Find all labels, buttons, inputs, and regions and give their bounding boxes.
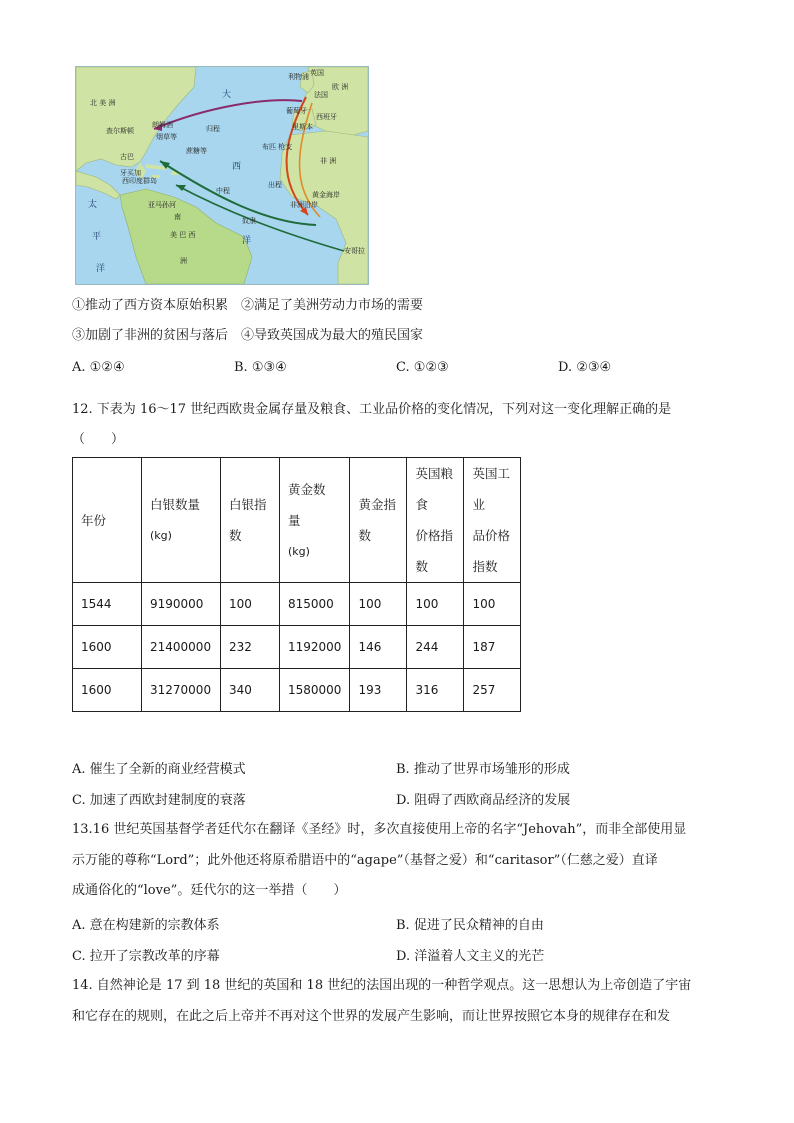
table-cell: 9190000 <box>142 583 221 626</box>
map-label-liverpool: 利物浦 <box>288 73 309 81</box>
q12-stem: 12. 下表为 16～17 世纪西欧贵金属存量及粮食、工业品价格的变化情况，下列对这一变化理解正确的是 <box>72 402 672 417</box>
q14-stem-line2: 和它存在的规则，在此之后上帝并不再对这个世界的发展产生影响，而让世界按照它本身的规律存在和发 <box>72 1009 671 1024</box>
map-label-xi: 西 <box>232 162 242 172</box>
table-cell: 100 <box>221 583 280 626</box>
table-cell: 100 <box>407 583 464 626</box>
table-cell: 1192000 <box>280 626 350 669</box>
table-cell: 815000 <box>280 583 350 626</box>
map-label-tobacco: 烟草等 <box>156 133 177 141</box>
table-cell: 257 <box>464 669 521 712</box>
table-cell: 21400000 <box>142 626 221 669</box>
table-cell: 1600 <box>73 669 142 712</box>
map-label-ping: 平 <box>92 232 102 242</box>
map-label-gold-coast: 黄金海岸 <box>312 191 340 199</box>
q13-stem-line3: 成通俗化的“love”。廷代尔的这一举措（ ） <box>72 883 347 898</box>
map-label-middle: 中程 <box>216 187 230 195</box>
q12-table <box>72 457 521 712</box>
map-label-africa-coast: 非洲沿岸 <box>290 201 318 209</box>
table-cell: 31270000 <box>142 669 221 712</box>
q13-option-d[interactable]: D. 洋溢着人文主义的光芒 <box>396 949 545 964</box>
map-label-portugal: 葡萄牙 <box>286 107 307 115</box>
map-label-charleston: 查尔斯顿 <box>106 127 134 135</box>
map-label-da: 大 <box>222 90 232 100</box>
table-cell: 1544 <box>73 583 142 626</box>
q11-option-d[interactable]: D. ②③④ <box>558 360 612 375</box>
q14-stem-line1: 14. 自然神论是 17 到 18 世纪的英国和 18 世纪的法国出现的一种哲学观点。这一思想认为上帝创造了宇宙 <box>72 978 692 993</box>
map-label-amazon: 亚马孙河 <box>148 201 176 209</box>
table-cell: 1600 <box>73 626 142 669</box>
q11-option-a[interactable]: A. ①②④ <box>72 360 125 375</box>
q12-option-c[interactable]: C. 加速了西欧封建制度的衰落 <box>72 793 246 808</box>
map-label-north-america: 北 美 洲 <box>90 99 116 107</box>
table-header-cell: 白银指 数 <box>221 458 280 583</box>
table-row <box>73 669 521 712</box>
q13-option-b[interactable]: B. 促进了民众精神的自由 <box>396 918 544 933</box>
q13-stem-line1: 13.16 世纪英国基督学者廷代尔在翻译《圣经》时，多次直接使用上帝的名字“Jehovah”，而非全部使用显 <box>72 822 687 837</box>
table-cell: 187 <box>464 626 521 669</box>
q12-stem-bracket: （ ） <box>72 432 125 447</box>
map-label-europe: 欧 洲 <box>332 83 349 91</box>
map-label-yang2: 洋 <box>96 264 106 274</box>
map-label-cuba: 古巴 <box>120 153 134 161</box>
map-label-spain: 西班牙 <box>316 113 337 121</box>
map-label-france: 法国 <box>314 91 328 99</box>
table-header-cell: 英国粮 食 价格指 数 <box>407 458 464 583</box>
map-label-lisbon: 里斯本 <box>292 123 313 131</box>
map-svg <box>76 67 368 284</box>
q11-option-b[interactable]: B. ①③④ <box>234 360 287 375</box>
map-label-yang: 洋 <box>242 236 252 246</box>
map-label-west-indies: 西印度群岛 <box>122 177 157 185</box>
table-cell: 316 <box>407 669 464 712</box>
table-cell: 232 <box>221 626 280 669</box>
q13-option-a[interactable]: A. 意在构建新的宗教体系 <box>72 918 220 933</box>
q13-stem-line2: 示万能的尊称“Lord”；此外他还将原希腊语中的“agape”（基督之爱）和“caritasor”（仁慈之爱）直译 <box>72 853 658 868</box>
q11-statements-row2: ③加剧了非洲的贫困与落后 ④导致英国成为最大的殖民国家 <box>72 328 424 343</box>
table-header-cell: 英国工 业 品价格 指数 <box>464 458 521 583</box>
table-row <box>73 626 521 669</box>
map-label-outbound: 出程 <box>268 181 282 189</box>
map-label-tai: 太 <box>88 200 98 210</box>
map-label-rum: 朗姆酒 <box>152 121 173 129</box>
table-cell: 340 <box>221 669 280 712</box>
map-label-south: 南 <box>174 213 181 221</box>
table-header-cell: 黄金指 数 <box>350 458 407 583</box>
table-header-cell: 年份 <box>73 458 142 583</box>
map-label-angola: 安哥拉 <box>344 247 365 255</box>
map-label-america: 美 巴 西 <box>170 231 196 239</box>
table-header-cell: 黄金数 量 (kg) <box>280 458 350 583</box>
table-cell: 1580000 <box>280 669 350 712</box>
map-label-jamaica: 牙买加 <box>120 169 141 177</box>
map-label-africa: 非 洲 <box>320 157 337 165</box>
q13-option-c[interactable]: C. 拉开了宗教改革的序幕 <box>72 949 220 964</box>
q11-statements-row1: ①推动了西方资本原始积累 ②满足了美洲劳动力市场的需要 <box>72 298 424 313</box>
map-label-england: 英国 <box>310 69 324 77</box>
map-label-sugar: 蔗糖等 <box>186 147 207 155</box>
table-cell: 146 <box>350 626 407 669</box>
table-header-row <box>73 458 521 583</box>
table-row <box>73 583 521 626</box>
table-header-cell: 白银数量 (kg) <box>142 458 221 583</box>
map-label-zhou: 洲 <box>180 257 187 265</box>
table-cell: 193 <box>350 669 407 712</box>
q11-option-c[interactable]: C. ①②③ <box>396 360 449 375</box>
table-cell: 100 <box>464 583 521 626</box>
map-label-slaves: 奴隶 <box>242 217 256 225</box>
triangle-trade-map <box>75 66 369 285</box>
table-cell: 244 <box>407 626 464 669</box>
table-cell: 100 <box>350 583 407 626</box>
q12-option-b[interactable]: B. 推动了世界市场雏形的形成 <box>396 762 570 777</box>
map-label-goods: 布匹 枪支 <box>262 143 293 151</box>
q12-option-d[interactable]: D. 阻碍了西欧商品经济的发展 <box>396 793 571 808</box>
map-label-return: 归程 <box>206 125 220 133</box>
q12-option-a[interactable]: A. 催生了全新的商业经营模式 <box>72 762 246 777</box>
